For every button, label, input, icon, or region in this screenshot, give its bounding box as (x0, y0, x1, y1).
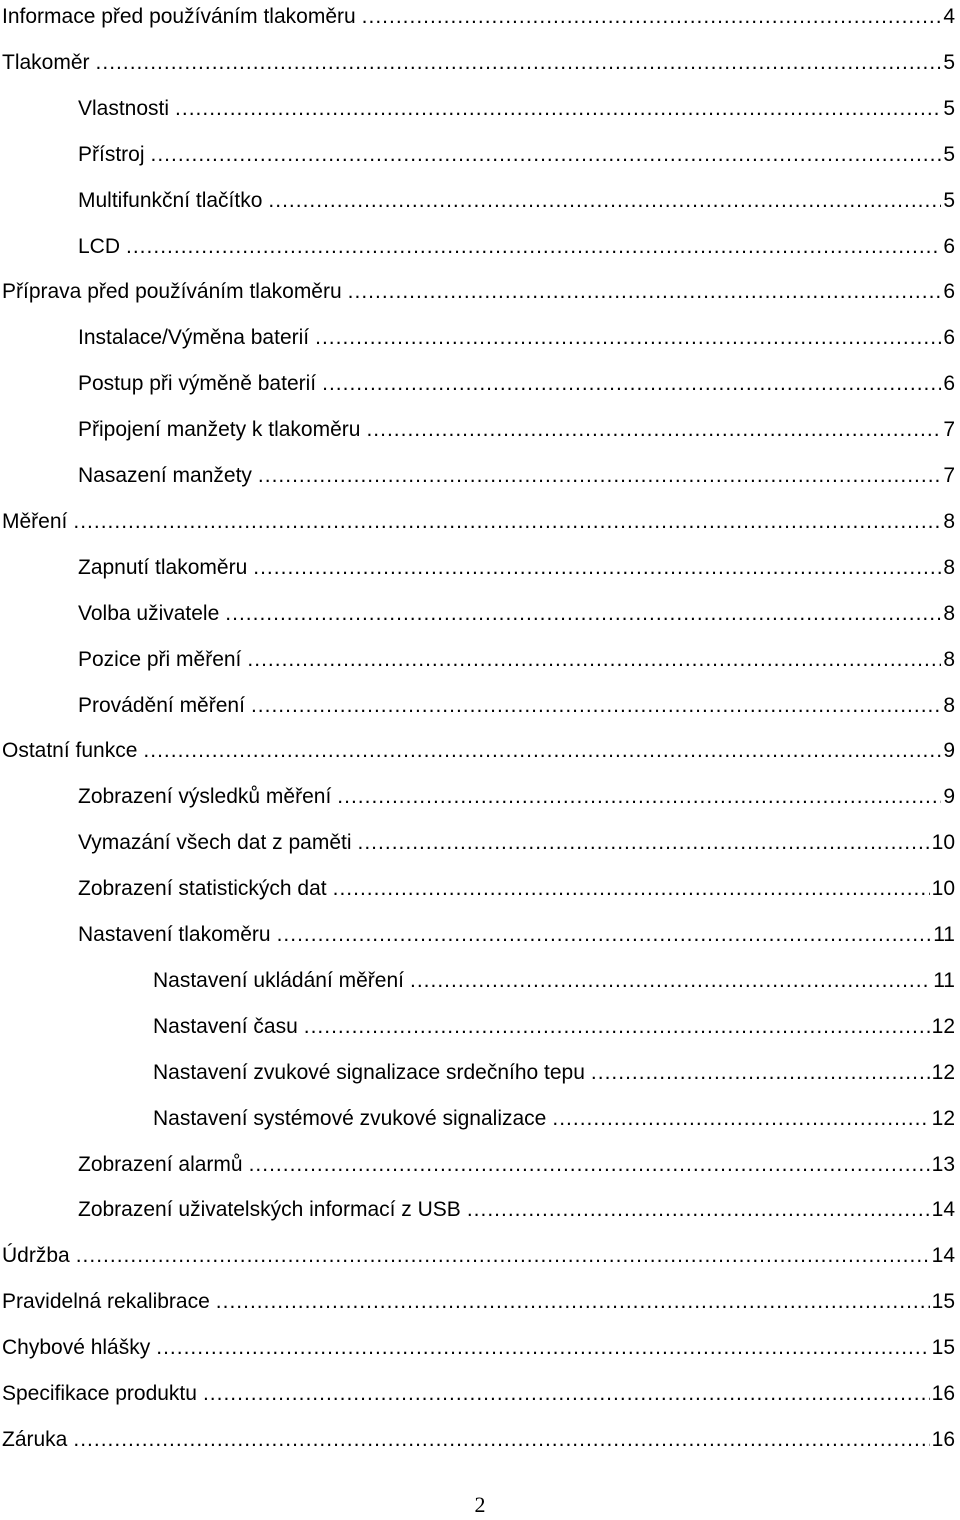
toc-entry[interactable] (78, 777, 955, 817)
toc-dot-leader (143, 731, 941, 771)
toc-entry-page: 5 (943, 142, 955, 166)
toc-entry[interactable] (153, 961, 955, 1001)
toc-entry-title: Informace před používáním tlakoměru (2, 5, 356, 28)
toc-entry-page: 12 (931, 1060, 955, 1084)
toc-entry[interactable] (2, 1236, 955, 1276)
toc-entry-title: Připojení manžety k tlakoměru (78, 418, 361, 442)
toc-entry[interactable] (78, 915, 955, 955)
toc-entry-page: 8 (943, 509, 955, 533)
toc-entry-page: 12 (931, 1106, 955, 1130)
toc-entry-page: 5 (943, 96, 955, 120)
toc-entry[interactable] (78, 1145, 955, 1185)
toc-dot-leader (126, 227, 941, 267)
toc-dot-leader (203, 1374, 930, 1414)
toc-entry-title: Pozice při měření (78, 647, 242, 671)
toc-entry-title: Zobrazení výsledků měření (78, 785, 332, 809)
toc-entry-title: Chybové hlášky (2, 1336, 151, 1360)
toc-entry-title: Instalace/Výměna baterií (78, 326, 310, 350)
toc-dot-leader (156, 1328, 929, 1368)
toc-entry-title: Přístroj (78, 142, 145, 166)
toc-entry[interactable] (153, 1007, 955, 1047)
toc-entry-page: 11 (933, 968, 955, 992)
toc-entry[interactable] (78, 456, 955, 496)
toc-entry-page: 10 (931, 877, 955, 901)
toc-dot-leader (253, 548, 941, 588)
toc-entry[interactable] (78, 89, 955, 129)
toc-entry-title: Vymazání všech dat z paměti (78, 831, 352, 855)
toc-dot-leader (73, 502, 941, 542)
toc-entry[interactable] (78, 640, 955, 680)
toc-entry-page: 16 (931, 1382, 955, 1405)
toc-entry-title: Postup při výměně baterií (78, 372, 317, 396)
toc-entry[interactable] (2, 1374, 955, 1414)
page-number: 2 (474, 1492, 486, 1517)
toc-entry-title: Zapnutí tlakoměru (78, 555, 248, 579)
toc-entry-page: 15 (931, 1336, 955, 1360)
toc-entry[interactable] (78, 823, 955, 863)
toc-entry-title: Provádění měření (78, 693, 245, 717)
toc-dot-leader (151, 135, 942, 175)
toc-entry[interactable] (78, 1190, 955, 1230)
toc-entry[interactable] (2, 1328, 955, 1368)
toc-dot-leader (362, 0, 942, 37)
toc-dot-leader (410, 961, 931, 1001)
toc-entry-title: Záruka (2, 1427, 68, 1451)
toc-entry-page: 4 (943, 5, 955, 28)
toc-entry-page: 7 (943, 464, 955, 487)
toc-entry[interactable] (2, 1282, 955, 1322)
toc-entry-title: Volba uživatele (78, 601, 220, 625)
toc-entry-title: Měření (2, 509, 68, 533)
toc-entry-title: Nastavení zvukové signalizace srdečního tepu (153, 1060, 585, 1084)
toc-dot-leader (225, 594, 941, 634)
toc-entry-page: 8 (943, 647, 955, 671)
toc-dot-leader (337, 777, 941, 817)
toc-entry-title: Tlakoměr (2, 50, 90, 74)
toc-entry-page: 6 (943, 326, 955, 350)
toc-dot-leader (348, 272, 942, 312)
toc-entry-page: 10 (931, 831, 955, 855)
toc-entry[interactable] (78, 227, 955, 267)
toc-dot-leader (358, 823, 930, 863)
toc-entry-title: LCD (78, 234, 121, 258)
toc-dot-leader (591, 1053, 930, 1093)
toc-dot-leader (249, 1145, 930, 1185)
toc-entry[interactable] (2, 1420, 955, 1460)
toc-dot-leader (76, 1236, 930, 1276)
toc-entry-title: Nastavení systémové zvukové signalizace (153, 1106, 547, 1130)
toc-dot-leader (73, 1420, 929, 1460)
toc-dot-leader (333, 869, 930, 909)
toc-dot-leader (304, 1007, 930, 1047)
toc-dot-leader (258, 456, 941, 496)
toc-dot-leader (467, 1190, 930, 1230)
toc-entry-page: 5 (943, 50, 955, 74)
toc-dot-leader (268, 181, 941, 221)
toc-entry-title: Pravidelná rekalibrace (2, 1290, 210, 1314)
toc-entry-page: 5 (943, 188, 955, 212)
toc-entry-page: 9 (943, 739, 955, 763)
toc-entry[interactable] (78, 869, 955, 909)
toc-dot-leader (315, 318, 941, 358)
toc-entry[interactable] (78, 364, 955, 404)
toc-dot-leader (96, 43, 942, 83)
toc-entry-title: Údržba (2, 1244, 70, 1268)
toc-dot-leader (366, 410, 941, 450)
toc-dot-leader (251, 686, 941, 726)
toc-entry-page: 6 (943, 372, 955, 396)
toc-entry[interactable] (2, 0, 955, 37)
toc-entry-page: 6 (943, 234, 955, 258)
toc-entry-page: 8 (943, 601, 955, 625)
toc-entry[interactable] (78, 594, 955, 634)
toc-dot-leader (277, 915, 932, 955)
toc-entry-title: Nastavení času (153, 1014, 298, 1038)
toc-entry-page: 16 (931, 1427, 955, 1451)
toc-entry-title: Vlastnosti (78, 96, 170, 120)
toc-entry-page: 8 (943, 555, 955, 579)
toc-dot-leader (175, 89, 941, 129)
toc-entry-page: 14 (931, 1244, 955, 1268)
toc-entry[interactable] (2, 272, 955, 312)
toc-entry-page: 15 (931, 1290, 955, 1314)
toc-entry-page: 14 (931, 1198, 955, 1222)
toc-entry-title: Ostatní funkce (2, 739, 138, 763)
toc-entry[interactable] (153, 1099, 955, 1139)
toc-entry-page: 11 (933, 923, 955, 946)
toc-entry-title: Příprava před používáním tlakoměru (2, 280, 342, 304)
toc-entry[interactable] (153, 1053, 955, 1093)
toc-entry[interactable] (2, 43, 955, 83)
toc-entry-page: 7 (943, 418, 955, 442)
toc-dot-leader (216, 1282, 930, 1322)
toc-entry-title: Multifunkční tlačítko (78, 188, 263, 212)
toc-dot-leader (247, 640, 941, 680)
toc-entry[interactable] (78, 181, 955, 221)
toc-entry-title: Nastavení ukládání měření (153, 968, 404, 992)
toc-dot-leader (322, 364, 941, 404)
toc-entry-title: Zobrazení statistických dat (78, 877, 327, 901)
toc-entry[interactable] (78, 135, 955, 175)
toc-dot-leader (552, 1099, 929, 1139)
toc-entry[interactable] (2, 731, 955, 771)
toc-entry-page: 6 (943, 280, 955, 304)
toc-entry[interactable] (78, 318, 955, 358)
toc-entry-page: 13 (931, 1152, 955, 1176)
toc-entry[interactable] (2, 502, 955, 542)
toc-entry-page: 9 (943, 785, 955, 809)
toc-entry-title: Nasazení manžety (78, 464, 252, 487)
toc-entry[interactable] (78, 410, 955, 450)
toc-entry-title: Zobrazení uživatelských informací z USB (78, 1198, 461, 1222)
toc-entry-title: Nastavení tlakoměru (78, 923, 271, 946)
toc-entry[interactable] (78, 548, 955, 588)
toc-entry-title: Specifikace produktu (2, 1382, 197, 1405)
toc-entry-page: 8 (943, 693, 955, 717)
toc-entry[interactable] (78, 686, 955, 726)
toc-entry-title: Zobrazení alarmů (78, 1152, 243, 1176)
toc-entry-page: 12 (931, 1014, 955, 1038)
